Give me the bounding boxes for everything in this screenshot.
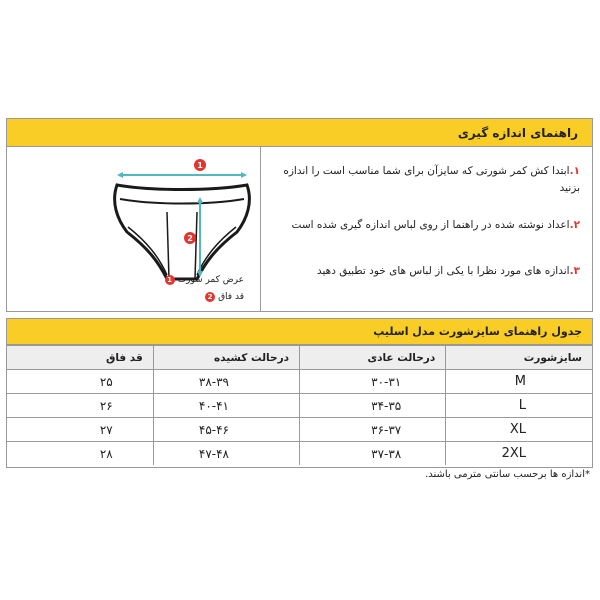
- cell-size: 2XL: [446, 442, 592, 466]
- measurement-guide-box: [6, 118, 593, 312]
- step-1-text: ابتدا کش کمر شورتی که سایزآن برای شما مناسب است را اندازه بزنید: [283, 165, 580, 194]
- cell-stretched: ۳۸-۳۹: [153, 370, 299, 394]
- waist-arrow-right: [241, 172, 247, 178]
- legend-waist-label: عرض کمر شورت: [177, 275, 244, 285]
- cell-rise: ۲۸: [7, 442, 153, 466]
- cell-normal: ۳۴-۳۵: [300, 394, 446, 418]
- cell-stretched: ۴۷-۴۸: [153, 442, 299, 466]
- cell-rise: ۲۵: [7, 370, 153, 394]
- marker-2-label: 2: [187, 234, 193, 243]
- size-table-header-row: [7, 346, 592, 370]
- cell-normal: ۳۰-۳۱: [300, 370, 446, 394]
- table-row: [7, 442, 592, 466]
- guide-title: راهنمای اندازه گیری: [457, 125, 578, 140]
- units-note: *اندازه ها برحسب سانتی مترمی باشند.: [425, 469, 590, 480]
- cell-normal: ۳۷-۳۸: [300, 442, 446, 466]
- guide-illustration-panel: [7, 147, 261, 311]
- cell-size: L: [446, 394, 592, 418]
- header-normal: درحالت عادی: [300, 346, 446, 370]
- guide-instructions: [261, 147, 592, 311]
- cell-rise: ۲۶: [7, 394, 153, 418]
- guide-body: [7, 147, 592, 311]
- header-stretched: درحالت کشیده: [153, 346, 299, 370]
- legend-marker-2: 2: [205, 292, 215, 302]
- step-2-text: اعداد نوشته شده در راهنما از روی لباس اندازه گیری شده است: [291, 219, 570, 231]
- legend-rise: [205, 292, 244, 302]
- briefs-illustration: [7, 147, 261, 312]
- table-row: [7, 418, 592, 442]
- cell-size: XL: [446, 418, 592, 442]
- marker-1-label: 1: [197, 161, 203, 170]
- waist-arrow-left: [117, 172, 123, 178]
- size-table-title: جدول راهنمای سایزشورت مدل اسلیپ: [373, 325, 582, 338]
- step-2-number: ۲.: [569, 219, 580, 231]
- header-size: سایزشورت: [446, 346, 592, 370]
- size-table-header: [7, 319, 592, 345]
- legend-marker-1: 1: [165, 275, 175, 285]
- cell-stretched: ۴۰-۴۱: [153, 394, 299, 418]
- step-3-number: ۳.: [569, 265, 580, 277]
- table-row: [7, 394, 592, 418]
- step-3-text: اندازه های مورد نظرا با یکی از لباس های خود تطبیق دهید: [316, 265, 570, 277]
- cell-rise: ۲۷: [7, 418, 153, 442]
- legend-rise-label: قد فاق: [218, 292, 244, 302]
- table-row: [7, 370, 592, 394]
- step-2: [280, 217, 580, 234]
- size-table-box: [6, 318, 593, 468]
- step-1-number: ۱.: [569, 165, 580, 177]
- legend-waist: [165, 275, 244, 285]
- cell-size: M: [446, 370, 592, 394]
- cell-normal: ۳۶-۳۷: [300, 418, 446, 442]
- guide-header: [7, 119, 592, 147]
- header-rise: قد فاق: [7, 346, 153, 370]
- cell-stretched: ۴۵-۴۶: [153, 418, 299, 442]
- step-3: [280, 263, 580, 280]
- size-table: [7, 345, 592, 465]
- step-1: [280, 163, 580, 197]
